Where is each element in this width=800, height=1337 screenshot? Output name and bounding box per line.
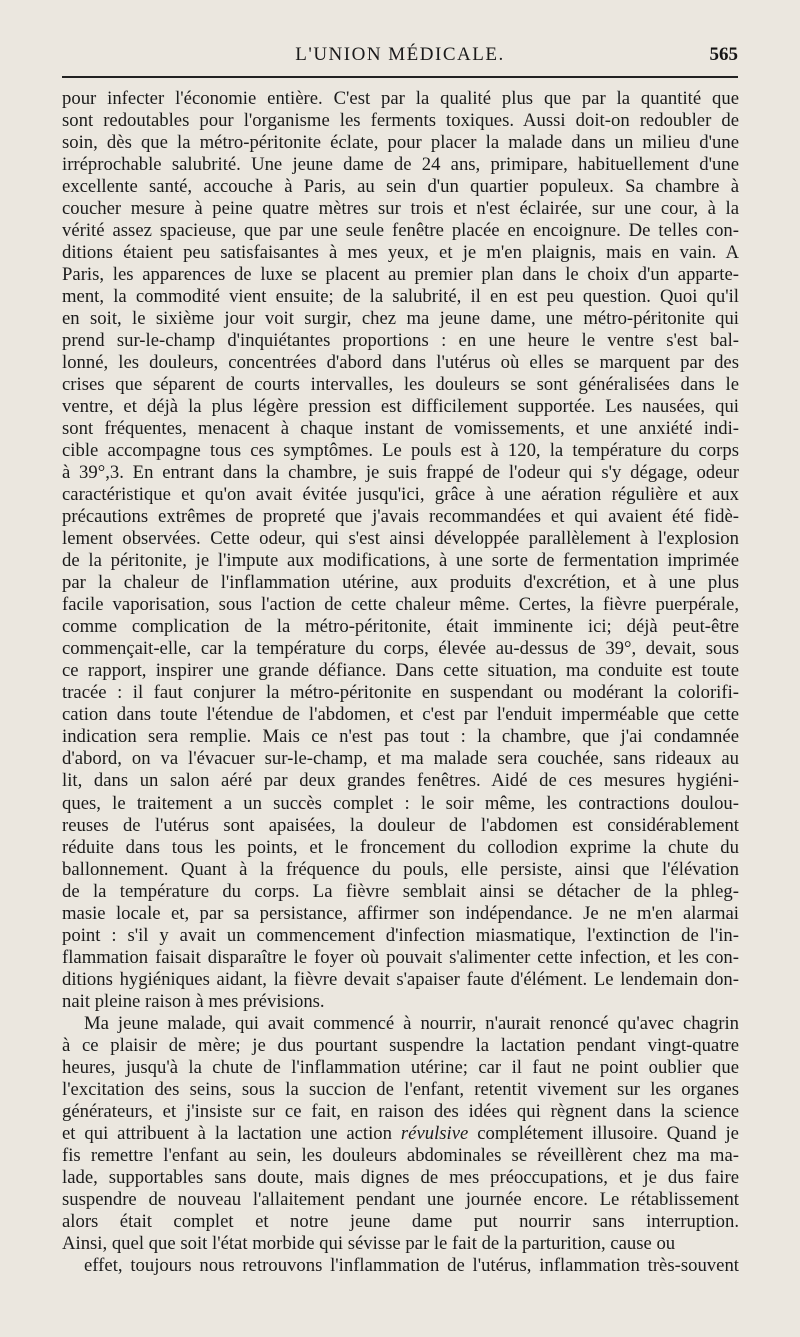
text-line: Ma jeune malade, qui avait commencé à nourrir, n'aurait renoncé qu'avec chagrin (84, 1012, 739, 1034)
text-line: lonné, les douleurs, concentrées d'abord dans l'utérus où elles se marquent par des (62, 352, 739, 374)
header-rule (62, 76, 738, 78)
text-line: indication sera remplie. Mais ce n'est pas tout : la chambre, que j'ai condamnée (62, 726, 739, 748)
text-line: et qui attribuent à la lactation une action révulsive complétement illusoire. Quand je (62, 1122, 739, 1144)
text-line: crises que séparent de courts intervalles, les douleurs se sont généralisées dans le (62, 374, 739, 396)
text-line: lade, supportables sans doute, mais dignes de mes préoccupations, et je dus faire (62, 1166, 739, 1188)
text-line: caractéristique et qu'on avait évitée jusqu'ici, grâce à une aération régulière et aux (62, 484, 739, 506)
text-line: comme complication de la métro-péritonite, était imminente ici; déjà peut-être (62, 616, 739, 638)
text-line: ditions hygiéniques aidant, la fièvre devait s'apaiser faute d'élément. Le lendemain don- (62, 968, 739, 990)
page-number: 565 (709, 44, 738, 65)
text-line: ventre, et déjà la plus légère pression est difficilement supportée. Les nausées, qui (62, 396, 739, 418)
text-line: d'abord, on va l'évacuer sur-le-champ, et ma malade sera couchée, sans rideaux au (62, 748, 739, 770)
text-line: facile vaporisation, sous l'action de cette chaleur même. Certes, la fièvre puerpérale, (62, 594, 739, 616)
text-line: à ce plaisir de mère; je dus pourtant suspendre la lactation pendant vingt-quatre (62, 1034, 739, 1056)
text-line: de la température du corps. La fièvre semblait ainsi se détacher de la phleg- (62, 880, 739, 902)
text-line: à 39°,3. En entrant dans la chambre, je suis frappé de l'odeur qui s'y dégage, odeur (62, 462, 739, 484)
text-line: lement observées. Cette odeur, qui s'est ainsi développée parallèlement à l'explosion (62, 528, 739, 550)
text-line: sont redoutables pour l'organisme les ferments toxiques. Aussi doit-on redoubler de (62, 110, 739, 132)
text-line: cation dans toute l'étendue de l'abdomen, et c'est par l'enduit imperméable que cette (62, 704, 739, 726)
text-line: ment, la commodité vient ensuite; de la salubrité, il en est peu question. Quoi qu'il (62, 286, 739, 308)
text-line: ballonnement. Quant à la fréquence du pouls, elle persiste, ainsi que l'élévation (62, 858, 739, 880)
text-line: générateurs, et j'insiste sur ce fait, en raison des idées qui règnent dans la science (62, 1100, 739, 1122)
body-text (62, 88, 739, 1277)
text-line: de la péritonite, je l'impute aux modifications, à une sorte de fermentation imprimée (62, 550, 739, 572)
text-line: vérité assez spacieuse, que par une seule fenêtre placée en encoignure. De telles con- (62, 220, 739, 242)
text-line: masie locale et, par sa persistance, affirmer son indépendance. Je ne m'en alarmai (62, 902, 739, 924)
text-line: Ainsi, quel que soit l'état morbide qui sévisse par le fait de la parturition, cause ou (62, 1232, 676, 1254)
text-line: coucher mesure à peine quatre mètres sur trois et n'est éclairée, sur une cour, à la (62, 198, 739, 220)
text-line: Paris, les apparences de luxe se placent au premier plan dans le choix d'un apparte- (62, 264, 739, 286)
text-line: ditions étaient peu satisfaisantes à mes yeux, et je m'en plaignis, mais en vain. A (62, 242, 739, 264)
page-header (62, 40, 738, 74)
text-line: tracée : il faut conjurer la métro-péritonite en suspendant ou modérant la colorifi- (62, 682, 739, 704)
text-line: prend sur-le-champ d'inquiétantes proportions : en une heure le ventre s'est bal- (62, 330, 739, 352)
text-line: cible accompagne tous ces symptômes. Le pouls est à 120, la température du corps (62, 440, 739, 462)
text-line: suspendre de nouveau l'allaitement pendant une journée encore. Le rétablissement (62, 1188, 739, 1210)
text-line: l'excitation des seins, sous la succion de l'enfant, retentit vivement sur les organes (62, 1078, 739, 1100)
text-line: commençait-elle, car la température du corps, élevée au-dessus de 39°, devait, sous (62, 638, 739, 660)
text-line: ce rapport, inspirer une grande défiance. Dans cette situation, ma conduite est toute (62, 660, 739, 682)
text-line: point : s'il y avait un commencement d'infection miasmatique, l'extinction de l'in- (62, 924, 739, 946)
text-line: irréprochable salubrité. Une jeune dame de 24 ans, primipare, habituellement d'une (62, 154, 739, 176)
text-line: sont fréquentes, menacent à chaque instant de vomissements, et une anxiété indi- (62, 418, 739, 440)
text-line: reuses de l'utérus sont apaisées, la douleur de l'abdomen est considérablement (62, 814, 739, 836)
text-line: pour infecter l'économie entière. C'est par la qualité plus que par la quantité que (62, 88, 739, 109)
text-line: précautions extrêmes de propreté que j'avais recommandées et qui avaient été fidè- (62, 506, 739, 528)
running-title: L'UNION MÉDICALE. (295, 44, 505, 65)
text-line: par la chaleur de l'inflammation utérine, aux produits d'excrétion, et à une plus (62, 572, 739, 594)
text-line: heures, jusqu'à la chute de l'inflammation utérine; car il faut ne point oublier que (62, 1056, 739, 1078)
text-line: en soit, le sixième jour voit surgir, chez ma jeune dame, une métro-péritonite qui (62, 308, 739, 330)
text-line: alors était complet et notre jeune dame put nourrir sans interruption. (62, 1210, 739, 1232)
text-line: flammation faisait disparaître le foyer où pouvait s'alimenter cette infection, et les con- (62, 946, 739, 968)
text-line: réduite dans tous les points, et le froncement du collodion exprime la chute du (62, 836, 739, 858)
emphasis: révulsive (400, 1122, 469, 1144)
text-line: excellente santé, accouche à Paris, au sein d'un quartier populeux. Sa chambre à (62, 176, 739, 198)
text-line: fis remettre l'enfant au sein, les douleurs abdominales se réveillèrent chez ma ma- (62, 1144, 739, 1166)
text-line: ques, le traitement a un succès complet : le soir même, les contractions doulou- (62, 792, 739, 814)
text-line: nait pleine raison à mes prévisions. (62, 990, 325, 1012)
text-line: effet, toujours nous retrouvons l'inflammation de l'utérus, inflammation très-souvent (84, 1254, 739, 1276)
text-line: soin, dès que la métro-péritonite éclate, pour placer la malade dans un milieu d'une (62, 132, 739, 154)
text-line: lit, dans un salon aéré par deux grandes fenêtres. Aidé de ces mesures hygiéni- (62, 770, 739, 792)
